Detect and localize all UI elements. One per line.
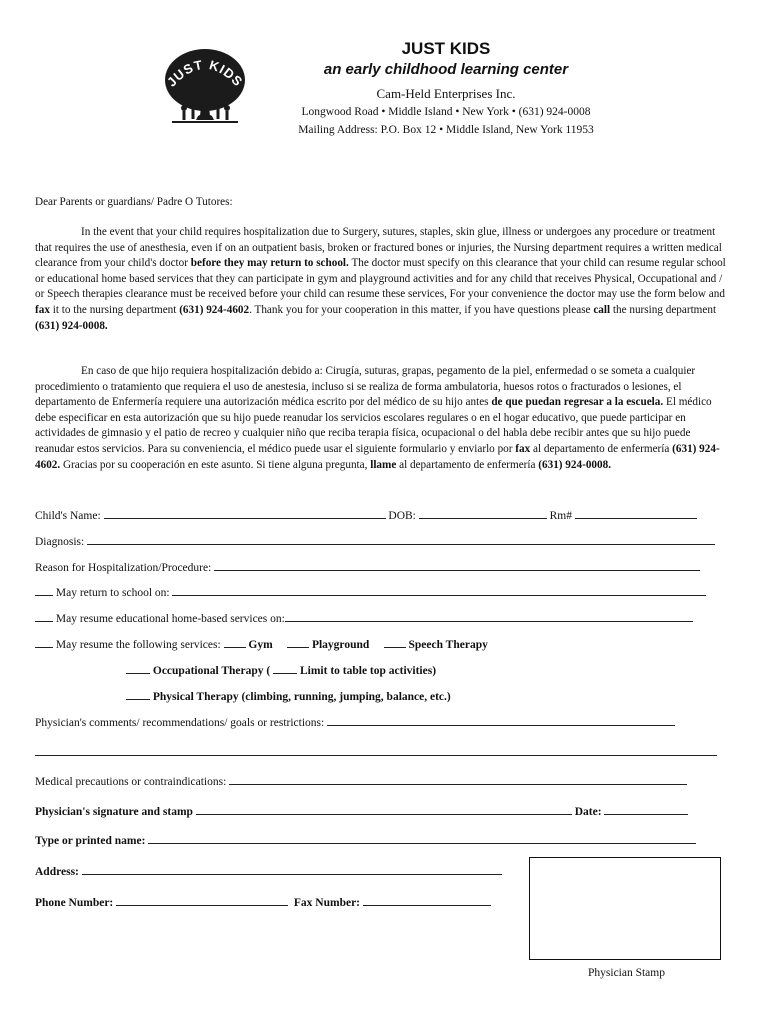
diagnosis-field[interactable] — [87, 543, 715, 545]
rm-field[interactable] — [575, 517, 697, 519]
fax-field[interactable] — [363, 904, 491, 906]
ot-limit-check[interactable] — [273, 672, 297, 674]
physician-stamp-box[interactable] — [529, 857, 721, 960]
en-bold-3: (631) 924-4602 — [179, 303, 250, 316]
address-field[interactable] — [82, 873, 502, 875]
es-text-4: Gracias por su cooperación en este asunto. Si tiene alguna pregunta, — [60, 458, 371, 471]
en-text-3: it to the nursing department — [49, 303, 180, 316]
street-address: Longwood Road • Middle Island • New York • (631) 924-0008 — [301, 106, 591, 118]
logo-text: JUST KIDS — [163, 56, 247, 90]
es-text-3: al departamento de enfermería — [530, 442, 673, 455]
es-text-1: En caso de que hijo requiera hospitalización debido a: Cirugía, suturas, grapas, pegamento de la piel, enfermedad o se someta a cualquier procedimiento o tratamiento que requiera el uso de anestesia, incluso si se realiza de forma ambulatoria, huesos rotos o fracturados o lesiones, el departamento de Enfermería requiere una autorización médica escrito por del médico de su hijo antes — [35, 365, 696, 409]
spanish-paragraph — [35, 364, 731, 473]
child-name-field[interactable] — [104, 517, 386, 519]
comments-row — [35, 717, 675, 729]
precautions-label: Medical precautions or contraindications: — [35, 776, 227, 788]
es-bold-3: (631) 924-4602. — [35, 442, 720, 471]
speech-check[interactable] — [384, 646, 406, 648]
signature-row — [35, 806, 688, 818]
comments-field[interactable] — [327, 724, 675, 726]
es-text-2: El médico debe especificar en esta autorización que su hijo puede reanudar los servicios escolares regulares o en el hogar educativo, que puede participar en actividades de gimnasio y el patio de recreo y cualquier niño que reciba terapia física, ocupacional o del habla debe recibir antes que su hijo puede reanudar estos servicios. Para su conveniencia, el médico puede usar el siguiente formulario y enviarlo por — [35, 396, 712, 455]
child-name-label: Child's Name: — [35, 510, 101, 522]
resume-home-field[interactable] — [285, 620, 693, 622]
dob-field[interactable] — [419, 517, 547, 519]
en-text-4: . Thank you for your cooperation in this matter, if you have questions please — [249, 303, 594, 316]
speech-label: Speech Therapy — [408, 639, 488, 651]
resume-home-label: May resume educational home-based services on: — [55, 613, 285, 625]
organization-name: Cam-Held Enterprises Inc. — [376, 86, 516, 101]
page-subtitle: an early childhood learning center — [323, 61, 569, 78]
es-bold-5: (631) 924-0008. — [538, 458, 611, 471]
ot-row — [126, 665, 436, 677]
en-text-2: The doctor must specify on this clearance that your child can resume regular school or educational home based services that they can participate in gym and playground activities and for any child that receives Physical, Occupational and / or Speech therapies clearance must be received before your child can resume these services, For your convenience the doctor may use the form below and — [35, 257, 726, 301]
just-kids-logo — [162, 44, 248, 130]
precautions-field[interactable] — [229, 783, 687, 785]
gym-check[interactable] — [224, 646, 246, 648]
physician-stamp-label: Physician Stamp — [588, 967, 665, 979]
mailing-address: Mailing Address: P.O. Box 12 • Middle Island, New York 11953 — [298, 124, 594, 136]
comments-field-2[interactable] — [35, 754, 717, 756]
date-label: Date: — [574, 806, 602, 818]
resume-services-label: May resume the following services: — [55, 639, 221, 651]
es-text-5: al departamento de enfermería — [396, 458, 539, 471]
date-field[interactable] — [604, 813, 688, 815]
en-bold-1: before they may return to school. — [190, 257, 349, 270]
reason-field[interactable] — [214, 569, 700, 571]
ot-limit-label: Limit to table top activities) — [299, 665, 437, 677]
phone-fax-row — [35, 897, 491, 909]
diagnosis-label: Diagnosis: — [35, 536, 85, 548]
salutation: Dear Parents or guardians/ Padre O Tutores: — [35, 196, 233, 208]
tree-logo-icon — [162, 44, 248, 130]
ot-check[interactable] — [126, 672, 150, 674]
address-row — [35, 866, 502, 878]
resume-services-row — [35, 639, 488, 651]
fax-label: Fax Number: — [293, 897, 361, 909]
en-bold-4: call — [593, 303, 611, 316]
return-school-row — [35, 587, 706, 599]
phone-field[interactable] — [116, 904, 288, 906]
en-bold-2: fax — [35, 303, 50, 316]
playground-check[interactable] — [287, 646, 309, 648]
return-school-label: May return to school on: — [55, 587, 170, 599]
pt-check[interactable] — [126, 698, 150, 700]
dob-label: DOB: — [388, 510, 416, 522]
address-label: Address: — [35, 866, 79, 878]
english-paragraph — [35, 225, 731, 334]
phone-label: Phone Number: — [35, 897, 114, 909]
printed-name-label: Type or printed name: — [35, 835, 146, 847]
comments-row-2 — [35, 747, 717, 759]
playground-label: Playground — [311, 639, 370, 651]
en-text-1: In the event that your child requires hospitalization due to Surgery, sutures, staples, skin glue, illness or undergoes any procedure or treatment that requires the use of anesthesia, even if on an outpatient basis, broken or fractured bones or injuries, the Nursing department requires a written medical clearance from your child's doctor — [35, 226, 722, 270]
comments-label: Physician's comments/ recommendations/ goals or restrictions: — [35, 717, 325, 729]
precautions-row — [35, 776, 687, 788]
en-text-5: the nursing department — [610, 303, 717, 316]
rm-label: Rm# — [549, 510, 572, 522]
printed-name-field[interactable] — [148, 842, 696, 844]
child-info-row — [35, 510, 697, 522]
en-bold-5: (631) 924-0008. — [35, 319, 108, 332]
es-bold-1: de que puedan regresar a la escuela. — [491, 396, 664, 409]
signature-label: Physician's signature and stamp — [35, 806, 193, 818]
gym-label: Gym — [248, 639, 273, 651]
ot-label: Occupational Therapy ( — [152, 665, 271, 677]
resume-home-row — [35, 613, 693, 625]
reason-label: Reason for Hospitalization/Procedure: — [35, 562, 212, 574]
es-bold-2: fax — [515, 442, 531, 455]
signature-field[interactable] — [196, 813, 572, 815]
reason-row — [35, 562, 700, 574]
diagnosis-row — [35, 536, 715, 548]
pt-label: Physical Therapy (climbing, running, jumping, balance, etc.) — [152, 691, 451, 703]
return-school-field[interactable] — [172, 594, 706, 596]
printed-name-row — [35, 835, 696, 847]
resume-services-check[interactable] — [35, 646, 53, 648]
es-bold-4: llame — [370, 458, 397, 471]
resume-home-check[interactable] — [35, 620, 53, 622]
pt-row — [126, 691, 451, 703]
return-school-check[interactable] — [35, 594, 53, 596]
page-title: JUST KIDS — [401, 39, 491, 58]
